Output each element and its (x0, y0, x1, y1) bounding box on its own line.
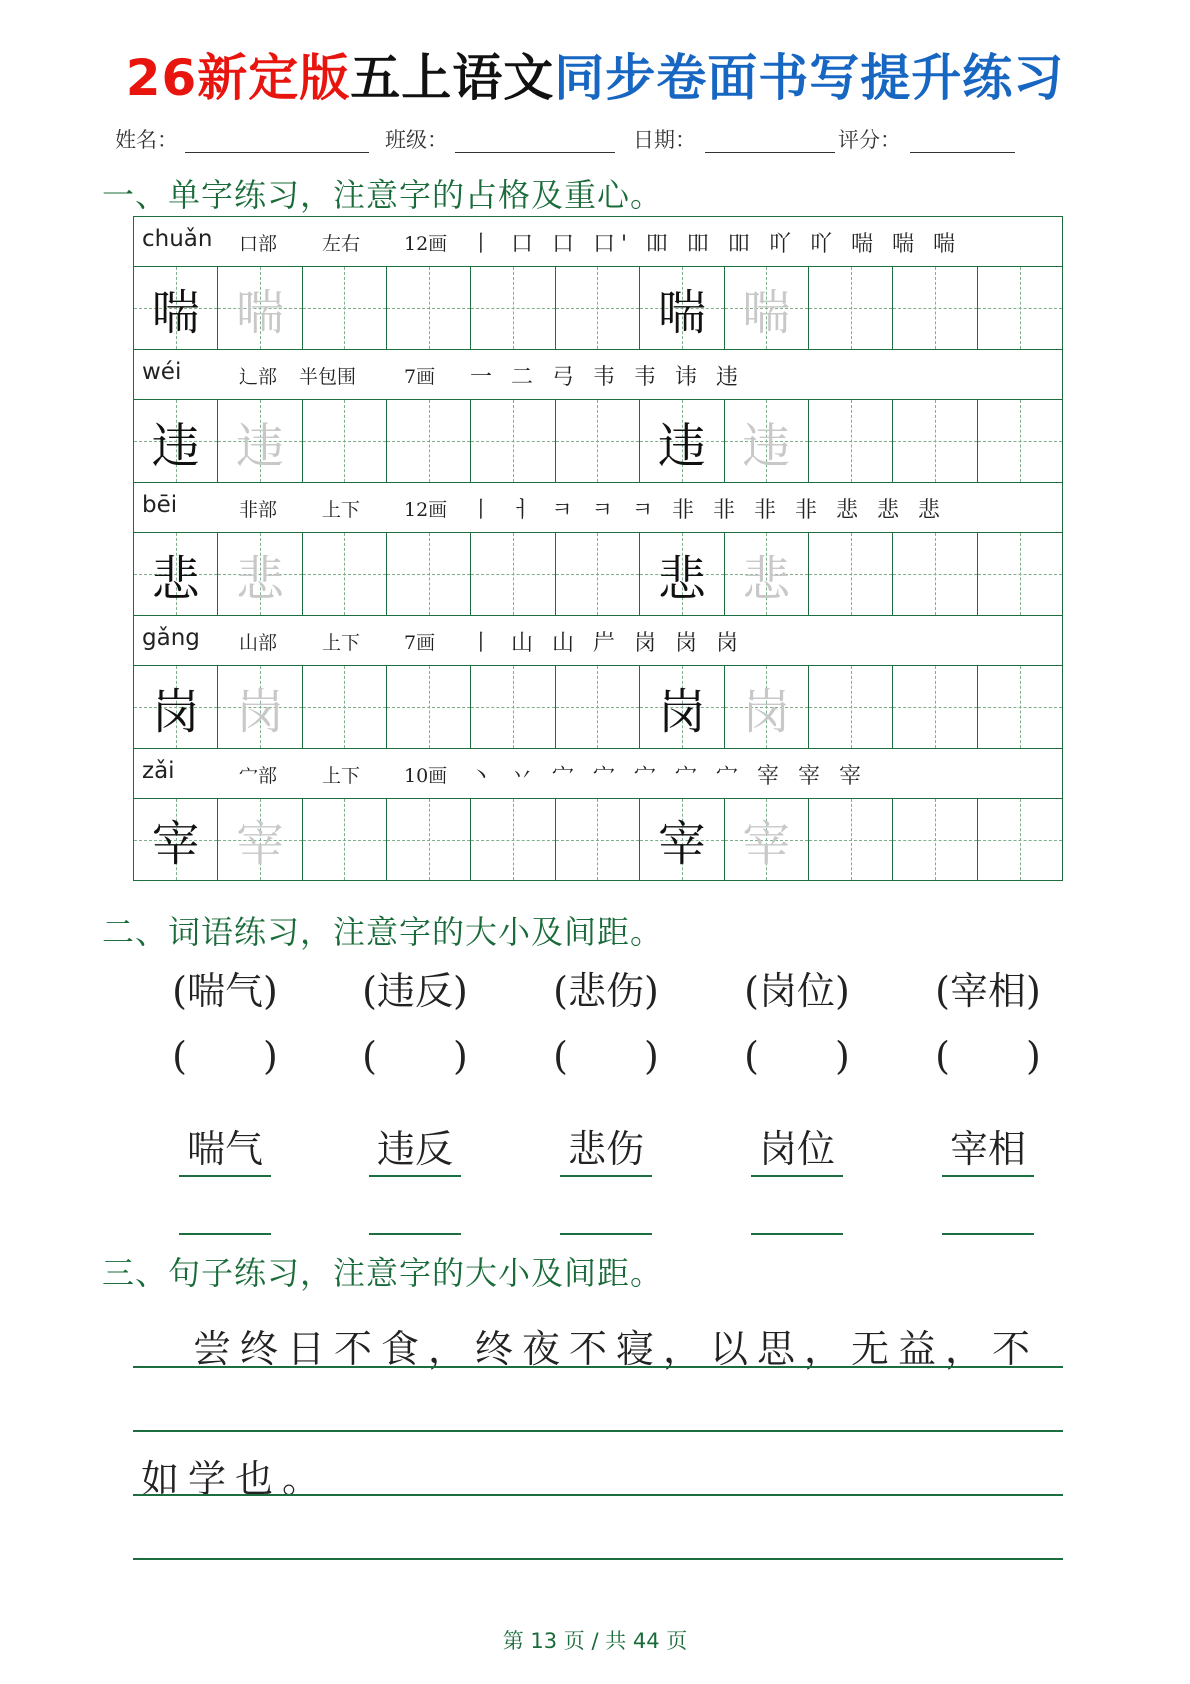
trace-character-cell[interactable] (725, 400, 809, 482)
pinyin: chuǎn (142, 226, 213, 252)
writing-cell[interactable] (387, 533, 471, 615)
writing-cell[interactable] (893, 400, 977, 482)
empty-parentheses[interactable]: ( ) (744, 1034, 850, 1078)
writing-cell[interactable] (978, 666, 1062, 748)
trace-character-cell[interactable] (725, 267, 809, 349)
trace-character: 悲 (236, 550, 285, 607)
structure: 左右 (322, 233, 361, 255)
trace-character: 违 (236, 417, 285, 474)
writing-cell[interactable] (978, 799, 1062, 880)
writing-cell[interactable] (303, 666, 387, 748)
word-group (913, 960, 1063, 1235)
stroke-count: 12画 (404, 499, 448, 521)
trace-character: 岗 (236, 683, 285, 740)
trace-character: 宰 (742, 816, 791, 872)
character-writing-row (133, 798, 1063, 881)
model-character-cell (134, 666, 218, 748)
writing-cell[interactable] (471, 267, 555, 349)
radical: 辶部 (239, 366, 278, 388)
trace-character-cell[interactable] (218, 400, 302, 482)
writing-cell[interactable] (556, 666, 640, 748)
date-label: 日期： (633, 128, 696, 152)
word-in-parentheses: (违反) (362, 969, 468, 1013)
model-character-cell (640, 533, 724, 615)
writing-cell[interactable] (809, 666, 893, 748)
name-field[interactable] (185, 152, 369, 153)
stroke-order: 一 二 弓 韦 韦 讳 违 (470, 365, 744, 390)
underlined-word: 喘气 (179, 1118, 271, 1177)
writing-cell[interactable] (471, 666, 555, 748)
writing-cell[interactable] (556, 400, 640, 482)
model-character: 违 (657, 417, 706, 474)
writing-cell[interactable] (303, 400, 387, 482)
writing-cell[interactable] (387, 267, 471, 349)
writing-cell[interactable] (809, 533, 893, 615)
writing-cell[interactable] (556, 799, 640, 880)
writing-cell[interactable] (303, 267, 387, 349)
empty-parentheses[interactable]: ( ) (553, 1034, 659, 1078)
word-in-parentheses: (岗位) (744, 969, 850, 1013)
word-in-parentheses: (宰相) (935, 969, 1041, 1013)
stroke-count: 10画 (404, 765, 448, 787)
underlined-word: 违反 (369, 1118, 461, 1177)
underlined-word: 岗位 (751, 1118, 843, 1177)
stroke-order: 丨 ㅓ ㅋ ㅋ ㅋ 非 非 非 非 悲 悲 悲 (470, 498, 946, 523)
writing-cell[interactable] (303, 799, 387, 880)
writing-cell[interactable] (978, 267, 1062, 349)
writing-line[interactable] (133, 1366, 1063, 1368)
writing-cell[interactable] (809, 400, 893, 482)
empty-parentheses[interactable]: ( ) (172, 1034, 278, 1078)
page-title (0, 38, 1190, 110)
writing-cell[interactable] (978, 400, 1062, 482)
model-character-cell (640, 799, 724, 880)
character-info-row (133, 216, 1063, 266)
underlined-word: 宰相 (942, 1118, 1034, 1177)
trace-character-cell[interactable] (725, 666, 809, 748)
writing-cell[interactable] (809, 799, 893, 880)
writing-cell[interactable] (893, 799, 977, 880)
pinyin: gǎng (142, 625, 200, 651)
character-info-row (133, 482, 1063, 532)
character-info-row (133, 615, 1063, 665)
writing-cell[interactable] (556, 267, 640, 349)
writing-cell[interactable] (471, 533, 555, 615)
character-writing-row (133, 532, 1063, 615)
sentence-line-1: 尝终日不食，终夜不寝，以思，无益，不 (193, 1327, 1040, 1371)
model-character-cell (134, 799, 218, 880)
radical: 山部 (239, 632, 278, 654)
student-info-row (115, 122, 1095, 154)
section-heading-words: 二、词语练习，注意字的大小及间距。 (102, 913, 664, 951)
structure: 半包围 (299, 366, 357, 388)
model-character: 宰 (151, 816, 200, 872)
pinyin: bēi (142, 492, 178, 518)
underlined-word: 悲伤 (560, 1118, 652, 1177)
trace-character-cell[interactable] (218, 666, 302, 748)
trace-character-cell[interactable] (725, 799, 809, 880)
stroke-order: 丶 丷 宀 宀 宀 宀 宀 宰 宰 宰 (470, 764, 867, 789)
trace-character-cell[interactable] (218, 533, 302, 615)
trace-character-cell[interactable] (218, 267, 302, 349)
structure: 上下 (322, 499, 361, 521)
character-writing-row (133, 399, 1063, 482)
writing-cell[interactable] (893, 533, 977, 615)
writing-cell[interactable] (556, 533, 640, 615)
model-character: 悲 (151, 550, 200, 607)
word-group (531, 960, 681, 1235)
sentence-line-2: 如学也。 (141, 1457, 330, 1501)
stroke-order: 丨 口 口 口' 吅 吅 吅 吖 吖 喘 喘 喘 (470, 232, 961, 257)
date-field[interactable] (705, 152, 835, 153)
writing-cell[interactable] (978, 533, 1062, 615)
character-writing-row (133, 665, 1063, 748)
radical: 非部 (239, 499, 278, 521)
writing-line[interactable] (133, 1494, 1063, 1496)
writing-line[interactable] (133, 1430, 1063, 1432)
pinyin: zǎi (142, 758, 175, 784)
model-character: 喘 (657, 284, 706, 341)
structure: 上下 (322, 765, 361, 787)
section-heading-single-character: 一、单字练习，注意字的占格及重心。 (102, 176, 664, 214)
model-character-cell (134, 533, 218, 615)
model-character: 岗 (657, 683, 706, 740)
radical: 宀部 (239, 765, 278, 787)
stroke-count: 12画 (404, 233, 448, 255)
writing-line[interactable] (942, 1233, 1034, 1235)
trace-character: 宰 (236, 816, 285, 872)
stroke-order: 丨 山 山 屵 岗 岗 岗 (470, 631, 744, 656)
title-part-subject: 五上语文 (350, 49, 555, 107)
empty-parentheses[interactable]: ( ) (362, 1034, 468, 1078)
writing-cell[interactable] (387, 799, 471, 880)
model-character-cell (134, 267, 218, 349)
writing-cell[interactable] (387, 400, 471, 482)
writing-line[interactable] (179, 1233, 271, 1235)
model-character: 违 (151, 417, 200, 474)
writing-line[interactable] (560, 1233, 652, 1235)
trace-character: 岗 (742, 683, 791, 740)
section-heading-sentence: 三、句子练习，注意字的大小及间距。 (102, 1254, 664, 1292)
title-part-edition: 26新定版 (125, 49, 351, 107)
model-character: 悲 (657, 550, 706, 607)
writing-cell[interactable] (387, 666, 471, 748)
writing-cell[interactable] (471, 799, 555, 880)
word-in-parentheses: (悲伤) (553, 969, 659, 1013)
writing-line[interactable] (751, 1233, 843, 1235)
score-field[interactable] (910, 152, 1015, 153)
stroke-count: 7画 (404, 366, 436, 388)
trace-character-cell[interactable] (725, 533, 809, 615)
model-character: 岗 (151, 683, 200, 740)
name-label: 姓名： (115, 128, 178, 152)
writing-cell[interactable] (809, 267, 893, 349)
class-label: 班级： (385, 128, 448, 152)
structure: 上下 (322, 632, 361, 654)
word-group (722, 960, 872, 1235)
character-writing-row (133, 266, 1063, 349)
writing-cell[interactable] (471, 400, 555, 482)
radical: 口部 (239, 233, 278, 255)
trace-character-cell[interactable] (218, 799, 302, 880)
model-character-cell (134, 400, 218, 482)
model-character: 喘 (151, 284, 200, 341)
word-group (150, 960, 300, 1235)
pinyin: wéi (142, 359, 182, 385)
word-in-parentheses: (喘气) (172, 969, 278, 1013)
writing-line[interactable] (369, 1233, 461, 1235)
word-group (340, 960, 490, 1235)
trace-character: 喘 (742, 284, 791, 341)
trace-character: 喘 (236, 284, 285, 341)
trace-character: 悲 (742, 550, 791, 607)
model-character-cell (640, 267, 724, 349)
class-field[interactable] (455, 152, 615, 153)
character-practice-grid (133, 216, 1063, 881)
character-info-row (133, 748, 1063, 798)
writing-cell[interactable] (303, 533, 387, 615)
writing-cell[interactable] (893, 666, 977, 748)
writing-cell[interactable] (893, 267, 977, 349)
character-info-row (133, 349, 1063, 399)
writing-line[interactable] (133, 1558, 1063, 1560)
model-character: 宰 (657, 816, 706, 872)
model-character-cell (640, 400, 724, 482)
model-character-cell (640, 666, 724, 748)
score-label: 评分： (838, 128, 901, 152)
trace-character: 违 (742, 417, 791, 474)
title-part-topic: 同步卷面书写提升练习 (554, 49, 1065, 107)
empty-parentheses[interactable]: ( ) (935, 1034, 1041, 1078)
stroke-count: 7画 (404, 632, 436, 654)
page-number: 第 13 页 / 共 44 页 (502, 1629, 688, 1653)
